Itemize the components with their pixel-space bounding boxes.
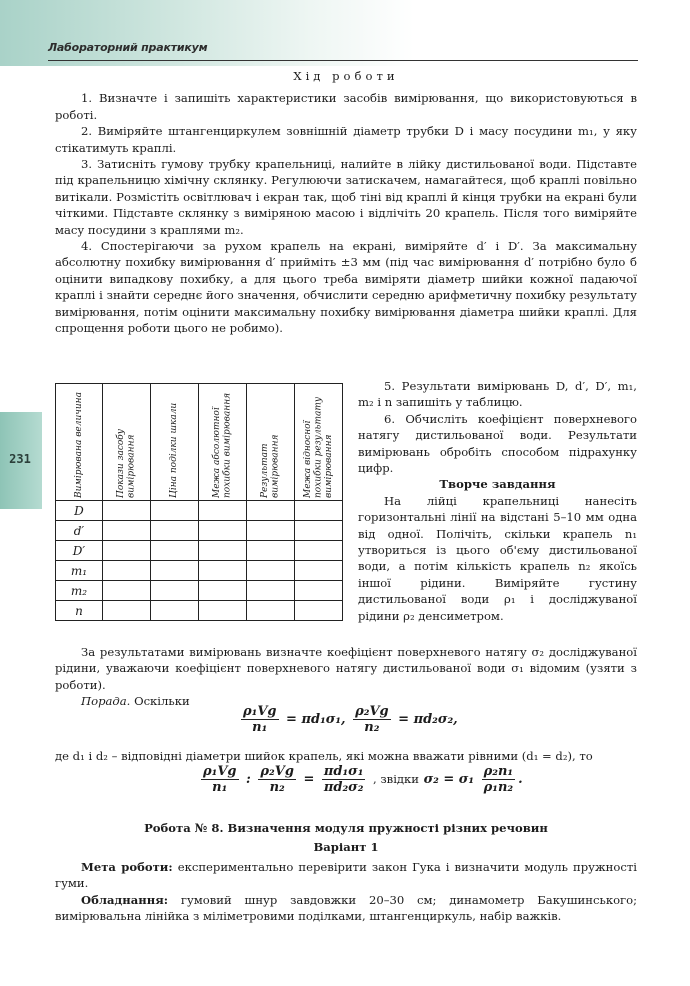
equipment-text: гумовий шнур завдовжки 20–30 см; динамометр Бакушинського; вимірювальна лінійка з міліметровими поділками, штангенциркуль, набір важків.	[55, 892, 638, 924]
advice-text: Оскільки	[134, 694, 190, 709]
f2-e-den: ρ₁n₂	[483, 780, 514, 795]
goal-text: експериментально перевірити закон Гука і визначити модуль пружності гуми.	[55, 859, 637, 891]
f2-b-den: n₂	[269, 780, 285, 795]
table-header-row	[56, 384, 343, 501]
formula-1	[238, 704, 458, 735]
work-8-variant: Варіант 1	[313, 840, 379, 855]
table-header: Результат вимірювання	[259, 434, 281, 498]
work-8-title: Робота № 8. Визначення модуля пружності різних речовин	[144, 821, 548, 835]
f2-eq: =	[303, 772, 315, 787]
header-rule	[48, 60, 638, 61]
formula1-n2: ρ₂Vg	[355, 704, 389, 719]
f2-result: σ₂ = σ₁	[423, 772, 475, 787]
after-table-section	[55, 644, 637, 710]
table-row	[56, 581, 343, 601]
table-header: Межа абсолютної похибки вимірювання	[211, 392, 233, 498]
running-header: Лабораторний практикум	[48, 41, 208, 54]
table-header: Вимірювана величина	[73, 392, 84, 498]
after-table-text: За результатами вимірювань визначте коефіцієнт поверхневого натягу σ₂ досліджуваної рідини, уважаючи коефіцієнт поверхневого натягу дистильованої води σ₁ відомим (узяти з роботи).	[55, 645, 637, 692]
formula-explanation	[55, 748, 637, 764]
f2-c-num: πd₁σ₁	[323, 764, 364, 779]
f2-c-den: πd₂σ₂	[323, 780, 364, 795]
f2-whence: , звідки	[372, 772, 420, 786]
formula-2	[198, 764, 523, 795]
creative-task-text: На лійці крапельниці нанесіть горизонтальні лінії на відстані 5–10 мм одна від одної. Полічіть, скільки крапель n₁ утвориться із цього об'єму дистильованої води, а потім кількість крапель n₂ якоїсь іншої рідини. Виміряйте густину дистильованої води ρ₁ і досліджуваної рідини ρ₂ денсиметром.	[358, 493, 637, 623]
f2-e-num: ρ₂n₁	[483, 764, 514, 779]
f2-dot: .	[518, 772, 523, 787]
equipment-label: Обладнання:	[81, 892, 169, 907]
step-6: 6. Обчисліть коефіцієнт поверхневого натягу дистильованої води. Результати вимірювань обробіть способом підрахунку цифр.	[358, 411, 637, 476]
right-column	[358, 378, 637, 624]
procedure-section	[55, 68, 637, 337]
step-5: 5. Результати вимірювань D, d′, D′, m₁, m₂ і n запишіть у таблицю.	[358, 379, 637, 410]
page-number: 231	[9, 452, 31, 466]
row-symbol: m₂	[56, 581, 103, 601]
formula-text: де d₁ і d₂ – відповідні діаметри шийок крапель, які можна вважати рівними (d₁ = d₂), то	[55, 749, 593, 763]
work-8-section	[55, 820, 637, 924]
formula1-n1: ρ₁Vg	[243, 704, 277, 719]
f2-a-num: ρ₁Vg	[203, 764, 237, 779]
section-title: Хід роботи	[293, 69, 399, 83]
row-symbol: D′	[56, 541, 103, 561]
table-header: Межа відносної похибки результату вимірювання	[302, 396, 334, 498]
goal-label: Мета роботи:	[81, 859, 173, 874]
table-row	[56, 561, 343, 581]
f2-a-den: n₁	[212, 780, 228, 795]
f2-b-num: ρ₂Vg	[260, 764, 294, 779]
table-header: Ціна поділки шкали	[169, 402, 180, 498]
formula1-d2: n₂	[364, 720, 380, 735]
row-symbol: d′	[56, 521, 103, 541]
table-header: Покази засобу вимірювання	[115, 428, 137, 498]
formula1-d1: n₁	[252, 720, 268, 735]
step-1: 1. Визначте і запишіть характеристики засобів вимірювання, що використовуються в роботі.	[55, 91, 637, 122]
table-row	[56, 541, 343, 561]
row-symbol: m₁	[56, 561, 103, 581]
row-symbol: n	[56, 601, 103, 621]
table-row	[56, 601, 343, 621]
f2-colon: :	[246, 772, 251, 787]
measurement-table	[55, 383, 343, 621]
creative-task-title: Творче завдання	[439, 477, 556, 492]
step-2: 2. Виміряйте штангенциркулем зовнішній діаметр трубки D і масу посудини m₁, у яку стікатимуть краплі.	[55, 124, 637, 155]
advice-label: Порада.	[81, 694, 131, 709]
step-4: 4. Спостерігаючи за рухом крапель на екрані, виміряйте d′ і D′. За максимальну абсолютну похибку вимірювання d′ прийміть ±3 мм (під час вимірювання d′ потрібно було б оцінити випадкову похибку, а для цього треба виміряти діаметр шийки кожної падаючої краплі і знайти середнє його значення, обчислити середню арифметичну похибку результату вимірювання, потім оцінити максимальну похибку вимірювання діаметра шийки краплі. Для спрощення роботи цього не робимо).	[55, 239, 637, 336]
table-row	[56, 501, 343, 521]
formula1-r2: = πd₂σ₂,	[398, 712, 458, 727]
table-row	[56, 521, 343, 541]
header-band	[0, 0, 690, 66]
step-3: 3. Затисніть гумову трубку крапельниці, налийте в лійку дистильованої води. Підставте під крапельницю хімічну склянку. Регулюючи затискачем, намагайтеся, щоб краплі повільно витікали. Розмістіть освітлювач і екран так, щоб тіні від краплі й кінця трубки на екрані були чіткими. Підставте склянку з виміряною масою і відлічіть 20 крапель. Після того виміряйте масу посудини з краплями m₂.	[55, 157, 637, 237]
row-symbol: D	[56, 501, 103, 521]
formula1-r1: = πd₁σ₁,	[286, 712, 346, 727]
